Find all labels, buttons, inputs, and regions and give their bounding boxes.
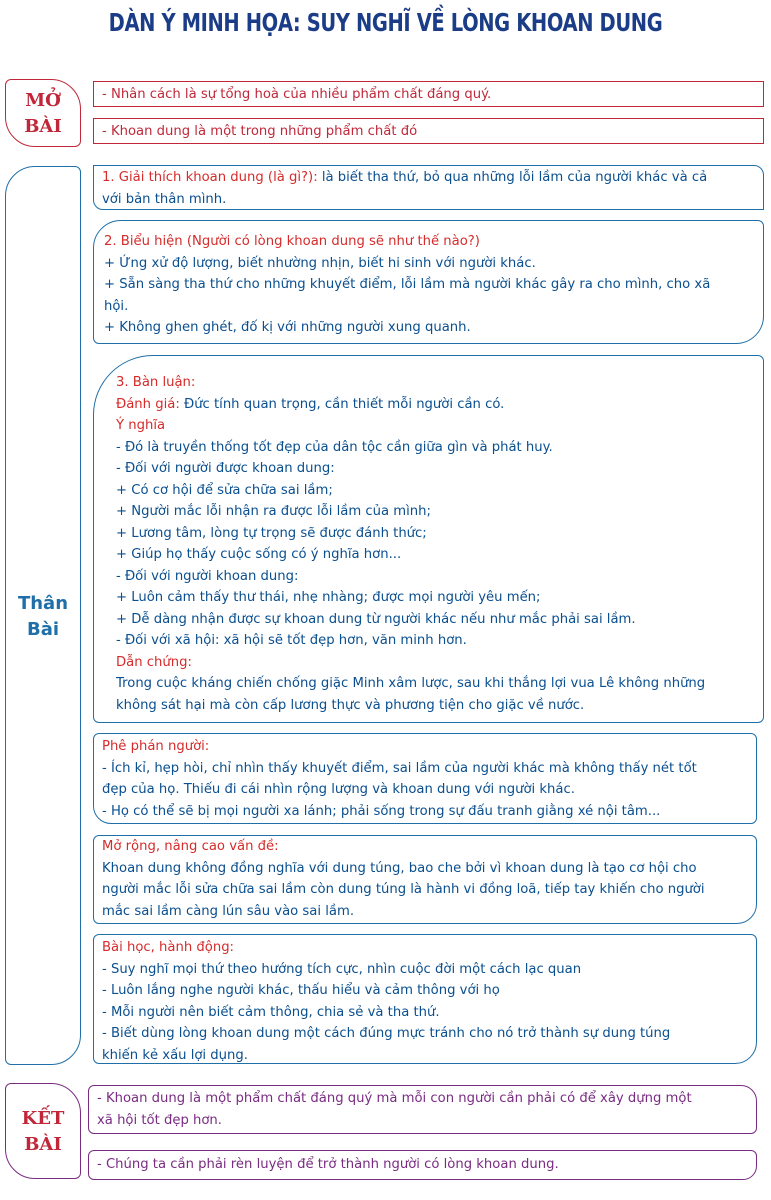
- y-nghia-line-6: + Giúp họ thấy cuộc sống có ý nghĩa hơn...: [116, 547, 402, 562]
- ket-bai-item-1-line-2: xã hội tốt đẹp hơn.: [97, 1112, 222, 1128]
- danh-gia-text: Đức tính quan trọng, cần thiết mỗi người cần có.: [179, 396, 505, 412]
- y-nghia-line-2: - Đối với người được khoan dung:: [116, 461, 335, 476]
- bai-hoc-heading: Bài học, hành động:: [102, 940, 235, 955]
- than-bai-label: [5, 166, 81, 1065]
- bieu-hien-line-1: + Ứng xử độ lượng, biết nhường nhịn, biết hi sinh với người khác.: [104, 255, 536, 271]
- bieu-hien-line-4: + Không ghen ghét, đố kị với những người xung quanh.: [104, 320, 471, 335]
- bai-hoc-line-1: - Suy nghĩ mọi thứ theo hướng tích cực, nhìn cuộc đời một cách lạc quan: [102, 961, 582, 977]
- section-giai-thich: [93, 165, 764, 210]
- bieu-hien-line-2: + Sẵn sàng tha thứ cho những khuyết điểm, lỗi lầm mà người khác gây ra cho mình, cho xã: [104, 277, 711, 292]
- ket-bai-item-1-line-1: - Khoan dung là một phẩm chất đáng quý mà mỗi con người cần phải có để xây dựng một: [97, 1091, 692, 1106]
- y-nghia-line-7: - Đối với người khoan dung:: [116, 568, 299, 584]
- mo-bai-item-1-text: - Nhân cách là sự tổng hoà của nhiều phẩm chất đáng quý.: [102, 87, 492, 102]
- ket-bai-item-2: [88, 1150, 757, 1180]
- danh-gia-label: Đánh giá:: [116, 396, 180, 412]
- y-nghia-line-8: + Luôn cảm thấy thư thái, nhẹ nhàng; được mọi người yêu mến;: [116, 590, 541, 605]
- section-bai-hoc: [93, 934, 757, 1064]
- y-nghia-line-9: + Dễ dàng nhận được sự khoan dung từ người khác nếu như mắc phải sai lầm.: [116, 611, 636, 627]
- y-nghia-line-5: + Lương tâm, lòng tự trọng sẽ được đánh thức;: [116, 525, 427, 541]
- ket-bai-item-1: [88, 1085, 757, 1134]
- section-phe-phan: [93, 733, 757, 824]
- phe-phan-heading: Phê phán người:: [102, 739, 210, 754]
- bieu-hien-heading: 2. Biểu hiện (Người có lòng khoan dung sẽ như thế nào?): [104, 234, 480, 249]
- mo-rong-line-1: Khoan dung không đồng nghĩa với dung túng, bao che bởi vì khoan dung là tạo cơ hội cho: [102, 860, 697, 876]
- phe-phan-line-3: - Họ có thể sẽ bị mọi người xa lánh; phải sống trong sự đấu tranh giằng xé nội tâm...: [102, 803, 661, 819]
- section-bieu-hien: [93, 220, 764, 344]
- ban-luan-heading: 3. Bàn luận:: [116, 375, 196, 390]
- ket-bai-label-1: KẾT: [21, 1108, 65, 1129]
- bai-hoc-line-4: - Biết dùng lòng khoan dung một cách đúng mực tránh cho nó trở thành sự dung túng: [102, 1026, 671, 1041]
- mo-bai-label: [5, 79, 81, 147]
- mo-bai-item-2-text: - Khoan dung là một trong những phẩm chất đó: [102, 124, 418, 139]
- ket-bai-item-2-text: - Chúng ta cần phải rèn luyện để trở thành người có lòng khoan dung.: [97, 1157, 559, 1172]
- y-nghia-line-10: - Đối với xã hội: xã hội sẽ tốt đẹp hơn, văn minh hơn.: [116, 633, 467, 648]
- section-ban-luan: [93, 355, 764, 723]
- y-nghia-label: Ý nghĩa: [116, 418, 166, 433]
- y-nghia-line-3: + Có cơ hội để sửa chữa sai lầm;: [116, 482, 333, 498]
- giai-thich-text-2: với bản thân mình.: [102, 191, 227, 207]
- bieu-hien-line-3: hội.: [104, 298, 129, 314]
- mo-rong-heading: Mở rộng, nâng cao vấn đề:: [102, 839, 279, 854]
- mo-bai-label-1: MỞ: [25, 90, 61, 111]
- dan-chung-line-1: Trong cuộc kháng chiến chống giặc Minh xâm lược, sau khi thắng lợi vua Lê không những: [116, 676, 706, 691]
- y-nghia-line-1: - Đó là truyền thống tốt đẹp của dân tộc cần giữa gìn và phát huy.: [116, 439, 553, 455]
- bai-hoc-line-3: - Mỗi người nên biết cảm thông, chia sẻ và tha thứ.: [102, 1004, 440, 1020]
- mo-rong-line-2: người mắc lỗi sửa chữa sai lầm còn dung túng là hành vi đồng loã, tiếp tay khiến cho người: [102, 882, 705, 897]
- phe-phan-line-2: đẹp của họ. Thiếu đi cái nhìn rộng lượng và khoan dung với người khác.: [102, 782, 575, 797]
- mo-bai-item-1: [93, 81, 764, 107]
- bai-hoc-line-5: khiến kẻ xấu lợi dụng.: [102, 1047, 248, 1063]
- mo-bai-item-2: [93, 118, 764, 144]
- mo-bai-label-2: BÀI: [24, 116, 62, 137]
- dan-chung-label: Dẫn chứng:: [116, 654, 192, 670]
- section-mo-rong: [93, 835, 757, 924]
- giai-thich-heading: 1. Giải thích khoan dung (là gì?):: [102, 170, 318, 185]
- than-bai-label-2: Bài: [26, 619, 60, 640]
- ket-bai-label-2: BÀI: [24, 1134, 62, 1155]
- than-bai-label-1: Thân: [17, 593, 69, 614]
- y-nghia-line-4: + Người mắc lỗi nhận ra được lỗi lầm của mình;: [116, 504, 431, 519]
- bai-hoc-line-2: - Luôn lắng nghe người khác, thấu hiểu và cảm thông với họ: [102, 983, 500, 998]
- dan-chung-line-2: không sát hại mà còn cấp lương thực và phương tiện cho giặc về nước.: [116, 697, 585, 713]
- giai-thich-text-1: là biết tha thứ, bỏ qua những lỗi lầm của người khác và cả: [317, 170, 708, 185]
- page-title: DÀN Ý MINH HỌA: SUY NGHĨ VỀ LÒNG KHOAN DUNG: [108, 8, 663, 37]
- phe-phan-line-1: - Ích kỉ, hẹp hòi, chỉ nhìn thấy khuyết điểm, sai lầm của người khác mà không thấy nét tốt: [102, 760, 697, 776]
- ket-bai-label: [5, 1083, 81, 1179]
- mo-rong-line-3: mắc sai lầm càng lún sâu vào sai lầm.: [102, 903, 355, 919]
